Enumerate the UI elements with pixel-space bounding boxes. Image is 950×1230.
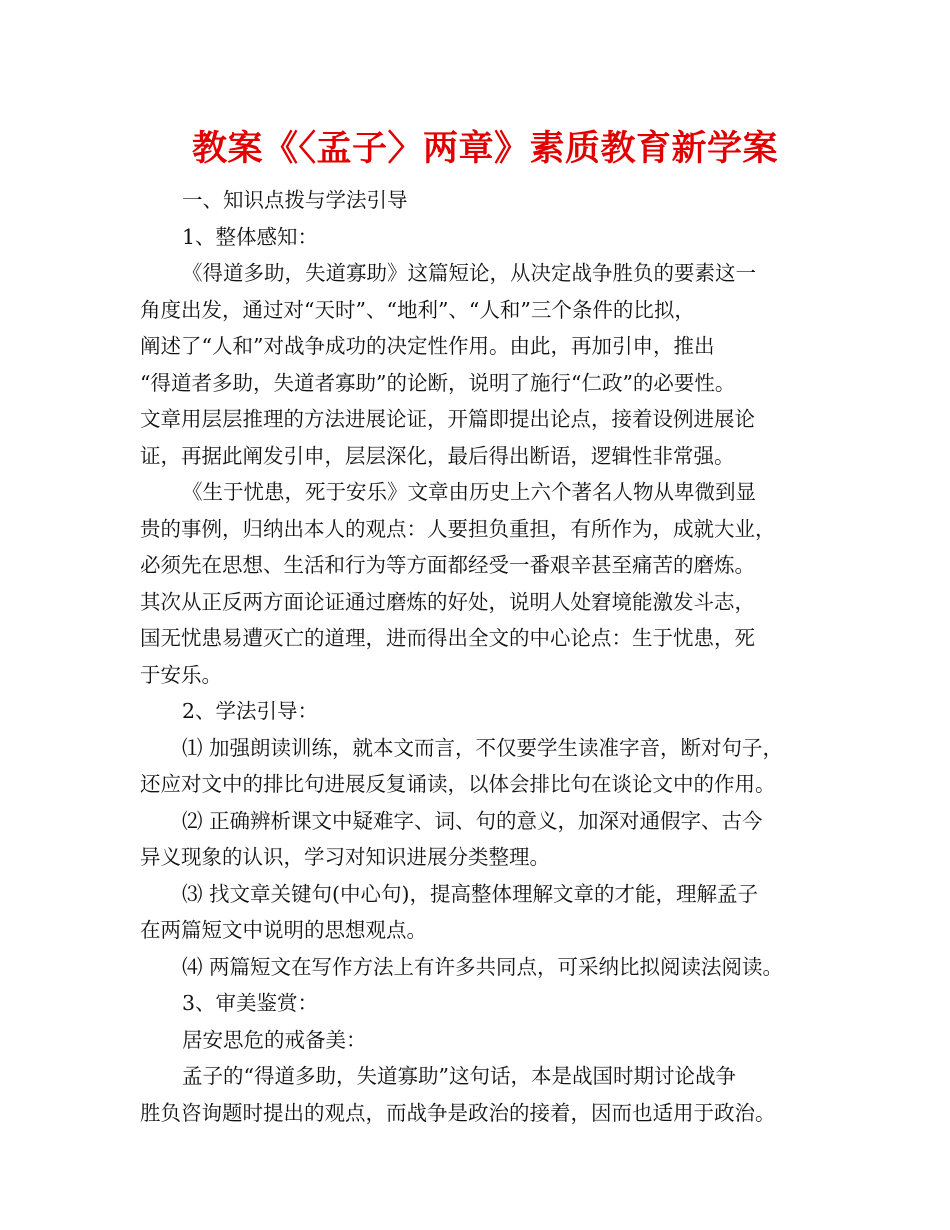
- text-line: 3、审美鉴赏：: [182, 991, 319, 1015]
- text-line: 其次从正反两方面论证通过磨炼的好处，说明人处窘境能激发斗志，: [140, 589, 755, 614]
- document-body: [140, 182, 830, 1131]
- text-line: 贵的事例，归纳出本人的观点：人要担负重担，有所作为，成就大业，: [140, 516, 776, 541]
- text-line: 角度出发，通过对“天时”、“地利”、“人和”三个条件的比拟，: [140, 297, 695, 322]
- document-title: 教案《〈孟子〉两章》素质教育新学案: [191, 129, 778, 169]
- document-page: [140, 118, 830, 1131]
- text-line: 国无忧患易遭灭亡的道理，进而得出全文的中心论点：生于忧患，死: [140, 626, 755, 650]
- text-line: 文章用层层推理的方法进展论证，开篇即提出论点，接着设例进展论: [140, 407, 755, 431]
- text-line: 孟子的“得道多助，失道寡助”这句话，本是战国时期讨论战争: [182, 1064, 736, 1088]
- text-line: 证，再据此阐发引申，层层深化，最后得出断语，逻辑性非常强。: [140, 443, 735, 468]
- text-line: 阐述了“人和”对战争成功的决定性作用。由此，再加引申，推出: [140, 334, 715, 358]
- text-line: 还应对文中的排比句进展反复诵读，以体会排比句在谈论文中的作用。: [140, 772, 776, 796]
- text-line: “得道者多助，失道者寡助”的论断，说明了施行“仁政”的必要性。: [140, 370, 736, 395]
- text-line: 居安思危的戒备美：: [182, 1027, 367, 1052]
- text-line: 《生于忧患，死于安乐》文章由历史上六个著名人物从卑微到显: [182, 480, 756, 504]
- text-line: 于安乐。: [140, 662, 222, 687]
- text-line: 一、知识点拨与学法引导: [182, 188, 408, 212]
- text-line: ⑵ 正确辨析课文中疑难字、词、句的意义，加深对通假字、古今: [182, 808, 763, 833]
- text-line: 必须先在思想、生活和行为等方面都经受一番艰辛甚至痛苦的磨炼。: [140, 553, 755, 577]
- text-line: 2、学法引导：: [182, 699, 319, 723]
- text-line: 胜负咨询题时提出的观点，而战争是政治的接着，因而也适用于政治。: [140, 1100, 776, 1125]
- text-line: 《得道多助，失道寡助》这篇短论，从决定战争胜负的要素这一: [182, 261, 756, 285]
- text-line: ⑴ 加强朗读训练，就本文而言，不仅要学生读准字音，断对句子，: [182, 735, 784, 760]
- text-line: 异义现象的认识，学习对知识进展分类整理。: [140, 845, 550, 869]
- text-line: ⑶ 找文章关键句(中心句)，提高整体理解文章的才能，理解孟子: [182, 881, 759, 906]
- text-line: 在两篇短文中说明的思想观点。: [140, 918, 427, 942]
- text-line: 1、整体感知：: [182, 224, 319, 249]
- text-line: ⑷ 两篇短文在写作方法上有许多共同点，可采纳比拟阅读法阅读。: [182, 954, 784, 979]
